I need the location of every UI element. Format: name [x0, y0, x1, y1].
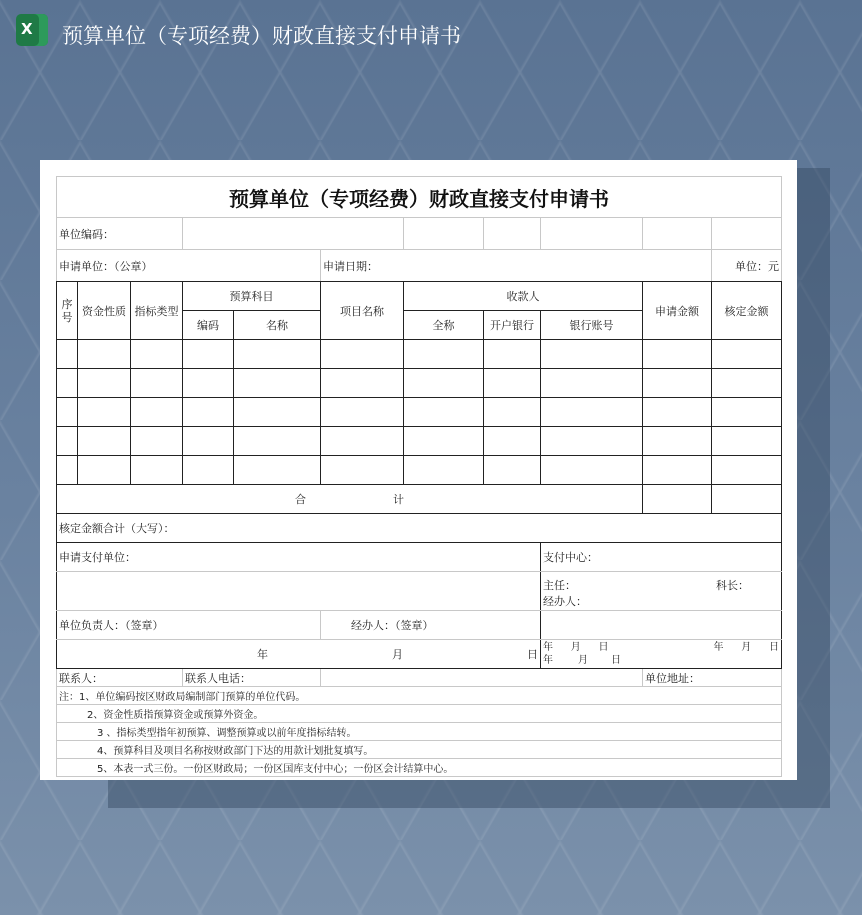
pay-unit-label: 申请支付单位：: [57, 543, 541, 572]
blank-cell: [643, 218, 712, 250]
app-header: [0, 0, 862, 70]
contact-phone-label: 联系人电话：: [183, 669, 321, 687]
pay-center-label: 支付中心：: [541, 543, 782, 572]
cell[interactable]: [57, 456, 78, 485]
director-label: 主任：: [543, 579, 576, 592]
cell[interactable]: [712, 456, 782, 485]
center-date2-month: 月: [578, 655, 588, 666]
cell[interactable]: [57, 398, 78, 427]
excel-icon: X: [16, 14, 48, 46]
cell[interactable]: [484, 456, 541, 485]
table-row: [57, 340, 782, 369]
form-title: 预算单位（专项经费）财政直接支付申请书: [57, 177, 782, 218]
note-2: 2、资金性质指预算资金或预算外资金。: [57, 705, 782, 723]
cell[interactable]: [643, 398, 712, 427]
blank-cell: [404, 218, 484, 250]
cell[interactable]: [234, 369, 321, 398]
app-title: 预算单位（专项经费）财政直接支付申请书: [62, 24, 461, 48]
table-row: [57, 398, 782, 427]
cell[interactable]: [484, 340, 541, 369]
unit-date: [57, 640, 541, 669]
unit-head-label: 单位负责人：（签章）: [57, 611, 321, 640]
cell[interactable]: [183, 398, 234, 427]
cell[interactable]: [131, 398, 183, 427]
unit-code-value[interactable]: [183, 218, 404, 250]
blank-cell: [541, 218, 643, 250]
cell[interactable]: [541, 398, 643, 427]
cell[interactable]: [404, 427, 484, 456]
center-date3-year: 年: [713, 642, 724, 653]
cell[interactable]: [78, 398, 131, 427]
cell[interactable]: [321, 369, 404, 398]
center-date1-year: 年: [543, 642, 553, 653]
handler-sign-label: 经办人：（签章）: [321, 611, 541, 640]
cell[interactable]: [183, 340, 234, 369]
col-index-type: 指标类型: [131, 282, 183, 340]
cell[interactable]: [484, 398, 541, 427]
apply-date-label: 申请日期：: [321, 250, 712, 282]
cell[interactable]: [78, 456, 131, 485]
cell[interactable]: [712, 340, 782, 369]
cell[interactable]: [712, 398, 782, 427]
col-fund-nature: 资金性质: [78, 282, 131, 340]
cell[interactable]: [234, 456, 321, 485]
col-seq: 序号: [57, 282, 78, 340]
pay-center-officers: [541, 572, 782, 611]
note-1: 注：1、单位编码按区财政局编制部门预算的单位代码。: [57, 687, 782, 705]
table-row: [57, 456, 782, 485]
cell[interactable]: [183, 369, 234, 398]
cell[interactable]: [404, 456, 484, 485]
cell[interactable]: [541, 340, 643, 369]
unit-code-label: 单位编码：: [57, 218, 183, 250]
cell[interactable]: [183, 427, 234, 456]
cell[interactable]: [57, 340, 78, 369]
blank-cell: [484, 218, 541, 250]
cell[interactable]: [57, 427, 78, 456]
note-5: 5、本表一式三份。一份区财政局；一份区国库支付中心；一份区会计结算中心。: [57, 759, 782, 777]
cell[interactable]: [321, 456, 404, 485]
center-date1-day: 日: [598, 642, 609, 653]
col-apply-amount: 申请金额: [643, 282, 712, 340]
center-handler-label: 经办人：: [543, 595, 587, 608]
total-he: 合: [295, 493, 306, 506]
center-date: [541, 640, 782, 669]
cell[interactable]: [643, 456, 712, 485]
cell[interactable]: [78, 369, 131, 398]
cell[interactable]: [712, 369, 782, 398]
col-bank: 开户银行: [484, 311, 541, 340]
total-row-label: [57, 485, 643, 514]
section-chief-label: 科长：: [716, 579, 749, 592]
cell[interactable]: [321, 427, 404, 456]
unit-date-year: 年: [257, 648, 268, 661]
col-budget-subject: 预算科目: [183, 282, 321, 311]
col-project-name: 项目名称: [321, 282, 404, 340]
cell[interactable]: [183, 456, 234, 485]
cell[interactable]: [131, 427, 183, 456]
cell[interactable]: [643, 427, 712, 456]
cell[interactable]: [321, 398, 404, 427]
apply-unit-label: 申请单位：（公章）: [57, 250, 321, 282]
col-code: 编码: [183, 311, 234, 340]
col-approved-amount: 核定金额: [712, 282, 782, 340]
blank-cell: [57, 572, 541, 611]
currency-unit-label: 单位：元: [712, 250, 782, 282]
unit-date-month: 月: [392, 648, 403, 661]
cell[interactable]: [484, 427, 541, 456]
note-4: 4、预算科目及项目名称按财政部门下达的用款计划批复填写。: [57, 741, 782, 759]
approved-total-words-label: 核定金额合计（大写）：: [57, 514, 782, 543]
contact-label: 联系人：: [57, 669, 183, 687]
col-name: 名称: [234, 311, 321, 340]
total-ji: 计: [393, 493, 404, 506]
cell[interactable]: [712, 427, 782, 456]
col-account: 银行账号: [541, 311, 643, 340]
cell[interactable]: [131, 456, 183, 485]
cell[interactable]: [234, 340, 321, 369]
col-payee: 收款人: [404, 282, 643, 311]
center-date3-month: 月: [741, 642, 752, 653]
center-date1-month: 月: [570, 642, 581, 653]
total-apply-amount[interactable]: [643, 485, 712, 514]
cell[interactable]: [321, 340, 404, 369]
table-row: [57, 427, 782, 456]
center-date3-day: 日: [768, 642, 779, 653]
blank-cell: [541, 611, 782, 640]
total-approved-amount[interactable]: [712, 485, 782, 514]
cell[interactable]: [484, 369, 541, 398]
cell[interactable]: [404, 398, 484, 427]
cell[interactable]: [131, 369, 183, 398]
cell[interactable]: [541, 369, 643, 398]
cell[interactable]: [404, 369, 484, 398]
cell[interactable]: [541, 427, 643, 456]
contact-phone-value[interactable]: [321, 669, 643, 687]
center-date2-year: 年: [543, 655, 553, 666]
center-date2-day: 日: [611, 655, 621, 666]
payment-application-form: [56, 176, 782, 777]
cell[interactable]: [541, 456, 643, 485]
note-3: 3 、指标类型指年初预算、调整预算或以前年度指标结转。: [57, 723, 782, 741]
cell[interactable]: [643, 340, 712, 369]
address-label: 单位地址：: [643, 669, 782, 687]
cell[interactable]: [78, 427, 131, 456]
cell[interactable]: [78, 340, 131, 369]
cell[interactable]: [57, 369, 78, 398]
unit-date-day: 日: [527, 648, 538, 661]
table-row: [57, 369, 782, 398]
cell[interactable]: [643, 369, 712, 398]
cell[interactable]: [234, 427, 321, 456]
cell[interactable]: [404, 340, 484, 369]
cell[interactable]: [131, 340, 183, 369]
cell[interactable]: [234, 398, 321, 427]
col-full-name: 全称: [404, 311, 484, 340]
blank-cell: [712, 218, 782, 250]
